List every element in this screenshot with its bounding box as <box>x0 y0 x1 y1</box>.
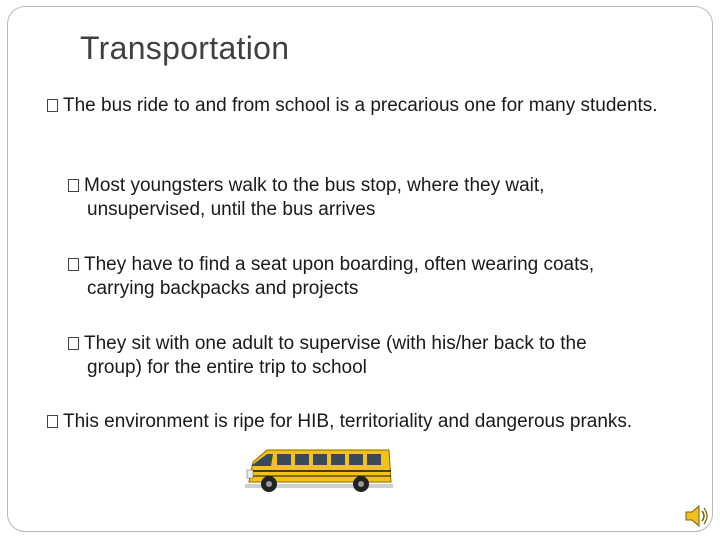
bullet-item <box>47 94 687 118</box>
sub-bullet-text-line2: group) for the entire trip to school <box>87 357 367 378</box>
bullet-text-line1: This environment is ripe for HIB, territoriality and dangerous <box>63 411 565 432</box>
bullet-text-line1: The bus ride to and from school is a precarious one for many <box>63 95 576 116</box>
sub-bullet-item <box>68 253 688 301</box>
speaker-icon[interactable] <box>683 503 709 529</box>
sub-bullet-text-line1: They have to find a seat upon boarding, often wearing coats, <box>84 254 595 275</box>
sub-bullet-text-line2: carrying backpacks and projects <box>87 278 359 299</box>
bullet-box-icon <box>68 179 79 192</box>
sub-bullet-text-line2: unsupervised, until the bus arrives <box>87 199 376 220</box>
bullet-box-icon <box>68 337 79 350</box>
school-bus-image <box>243 440 395 500</box>
sub-bullet-item <box>68 332 688 380</box>
sub-bullet-item <box>68 174 688 222</box>
slide-title: Transportation <box>80 30 290 66</box>
bullet-item <box>47 410 687 434</box>
sub-bullet-text-line1: They sit with one adult to supervise (with his/her back to the <box>84 333 587 354</box>
bullet-text-line2: pranks. <box>569 411 633 432</box>
bullet-box-icon <box>47 99 58 112</box>
bullet-box-icon <box>68 258 79 271</box>
bullet-text-line2: students. <box>580 95 658 116</box>
sub-bullet-text-line1: Most youngsters walk to the bus stop, where they wait, <box>84 175 545 196</box>
bullet-box-icon <box>47 415 58 428</box>
